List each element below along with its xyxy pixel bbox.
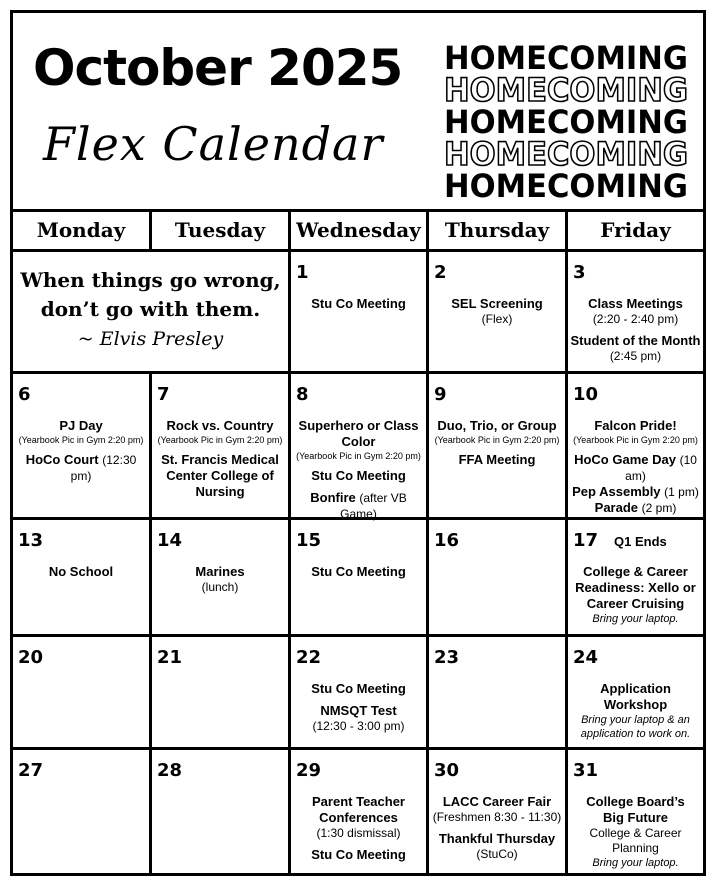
day-number: 10 — [573, 384, 599, 405]
day-friday: Friday — [600, 218, 671, 242]
day-tuesday: Tuesday — [152, 212, 291, 249]
event-title: LACC Career Fair — [442, 794, 552, 809]
event-note: Bring your laptop & an application to work on. — [580, 714, 691, 740]
day-number: 31 — [573, 760, 599, 781]
day-cell-31 — [568, 750, 703, 873]
day-cell-20 — [13, 637, 152, 750]
day-number: 14 — [157, 530, 183, 551]
event-note: (Yearbook Pic in Gym 2:20 pm) — [157, 435, 283, 445]
event-note: (2:45 pm) — [609, 349, 662, 363]
calendar-subtitle: Flex Calendar — [43, 117, 384, 171]
day-wednesday: Wednesday — [291, 212, 429, 249]
day-cell-3 — [568, 252, 703, 374]
event-title: No School — [48, 564, 114, 579]
quote-author: ~ Elvis Presley — [77, 328, 224, 350]
event-title: Parade — [594, 500, 639, 515]
day-cell-7 — [152, 374, 291, 520]
event-note: (Freshmen 8:30 - 11:30) — [432, 810, 562, 824]
homecoming-line-1: HOMECOMING — [444, 39, 688, 77]
day-cell-1 — [291, 252, 429, 374]
day-number: 15 — [296, 530, 322, 551]
event-title: Bonfire — [310, 490, 356, 505]
day-number: 30 — [434, 760, 460, 781]
day-cell-21 — [152, 637, 291, 750]
day-number: 9 — [434, 384, 447, 405]
day-number: 1 — [296, 262, 309, 283]
day-number: 17 — [573, 530, 599, 551]
day-cell-22 — [291, 637, 429, 750]
day-cell-28 — [152, 750, 291, 873]
day-number: 27 — [18, 760, 44, 781]
calendar-header — [13, 13, 703, 212]
quote-cell — [13, 252, 291, 374]
event-note: (1:30 dismissal) — [316, 826, 401, 840]
event-note: College & Career Planning — [589, 826, 682, 855]
month-title: October 2025 — [33, 39, 403, 97]
day-cell-24 — [568, 637, 703, 750]
weekday-header-row — [13, 212, 703, 252]
quote-line-1: When things go wrong, — [20, 268, 281, 292]
event-title: Falcon Pride! — [594, 418, 677, 433]
day-number: 6 — [18, 384, 31, 405]
event-title: Stu Co Meeting — [311, 468, 406, 483]
day-number: 23 — [434, 647, 460, 668]
day-cell-8 — [291, 374, 429, 520]
event-time: (1 pm) — [664, 485, 699, 499]
day-monday: Monday — [13, 212, 152, 249]
event-title: Marines — [195, 564, 245, 579]
day-cell-6 — [13, 374, 152, 520]
day-number: 16 — [434, 530, 460, 551]
event-note: Bring your laptop. — [592, 613, 679, 625]
event-title: College & Career Readiness: Xello or Career Cruising — [575, 564, 696, 611]
day-number: 3 — [573, 262, 586, 283]
event-title: St. Francis Medical Center College of Nursing — [161, 452, 279, 499]
day-cell-23 — [429, 637, 568, 750]
q1-ends-tag: Q1 Ends — [614, 534, 667, 549]
event-title: Stu Co Meeting — [311, 847, 406, 862]
event-title: Student of the Month — [570, 333, 701, 348]
day-cell-17 — [568, 520, 703, 637]
day-cell-10 — [568, 374, 703, 520]
event-title: HoCo Court — [25, 452, 99, 467]
event-title: Thankful Thursday — [438, 831, 556, 846]
event-note: (Flex) — [481, 312, 513, 326]
day-number: 21 — [157, 647, 183, 668]
day-number: 20 — [18, 647, 44, 668]
event-title: NMSQT Test — [320, 703, 397, 718]
event-title: Rock vs. Country — [166, 418, 274, 433]
homecoming-line-5: HOMECOMING — [444, 167, 688, 199]
event-note: (12:30 - 3:00 pm) — [312, 719, 405, 733]
event-title: Parent Teacher Conferences — [312, 794, 405, 825]
day-cell-9 — [429, 374, 568, 520]
day-number: 22 — [296, 647, 322, 668]
event-title: Duo, Trio, or Group — [437, 418, 557, 433]
event-note: (lunch) — [201, 580, 239, 594]
event-note: (Yearbook Pic in Gym 2:20 pm) — [18, 435, 144, 445]
day-number: 2 — [434, 262, 447, 283]
event-title: College Board’s Big Future — [586, 794, 685, 825]
day-number: 13 — [18, 530, 44, 551]
quote-text — [13, 266, 288, 324]
event-title: Class Meetings — [588, 296, 683, 311]
event-title: Stu Co Meeting — [311, 564, 406, 579]
quote-line-2: don’t go with them. — [40, 297, 261, 321]
event-note: (2:20 - 2:40 pm) — [592, 312, 679, 326]
event-title: Stu Co Meeting — [311, 681, 406, 696]
day-cell-14 — [152, 520, 291, 637]
day-number: 29 — [296, 760, 322, 781]
event-note: (Yearbook Pic in Gym 2:20 pm) — [434, 435, 560, 445]
homecoming-line-3: HOMECOMING — [444, 103, 688, 141]
event-note: Bring your laptop. — [592, 857, 679, 869]
homecoming-graphic — [441, 39, 691, 199]
event-time: (10 am) — [625, 453, 697, 483]
day-cell-16 — [429, 520, 568, 637]
day-cell-2 — [429, 252, 568, 374]
homecoming-line-2: HOMECOMING — [444, 71, 688, 109]
day-cell-15 — [291, 520, 429, 637]
event-note: (Yearbook Pic in Gym 2:20 pm) — [573, 435, 698, 445]
event-title: FFA Meeting — [458, 452, 536, 467]
event-title: Superhero or Class Color — [298, 418, 419, 449]
day-cell-27 — [13, 750, 152, 873]
event-time: (12:30 pm) — [70, 453, 137, 483]
homecoming-line-4: HOMECOMING — [444, 135, 688, 173]
day-number: 8 — [296, 384, 309, 405]
day-cell-30 — [429, 750, 568, 873]
event-title: Application Workshop — [600, 681, 671, 712]
event-title: Stu Co Meeting — [311, 296, 406, 311]
day-number: 28 — [157, 760, 183, 781]
event-time: (after VB Game) — [340, 491, 407, 521]
day-number: 7 — [157, 384, 170, 405]
day-cell-13 — [13, 520, 152, 637]
day-thursday: Thursday — [429, 212, 568, 249]
event-time: (2 pm) — [641, 501, 677, 515]
day-cell-29 — [291, 750, 429, 873]
event-title: HoCo Game Day — [574, 452, 676, 467]
event-title: Pep Assembly — [572, 484, 661, 499]
event-title: SEL Screening — [451, 296, 543, 311]
day-number: 24 — [573, 647, 599, 668]
event-note: (StuCo) — [476, 847, 518, 861]
event-note: (Yearbook Pic in Gym 2:20 pm) — [296, 451, 421, 461]
calendar-frame — [10, 10, 706, 876]
event-title: PJ Day — [59, 418, 103, 433]
